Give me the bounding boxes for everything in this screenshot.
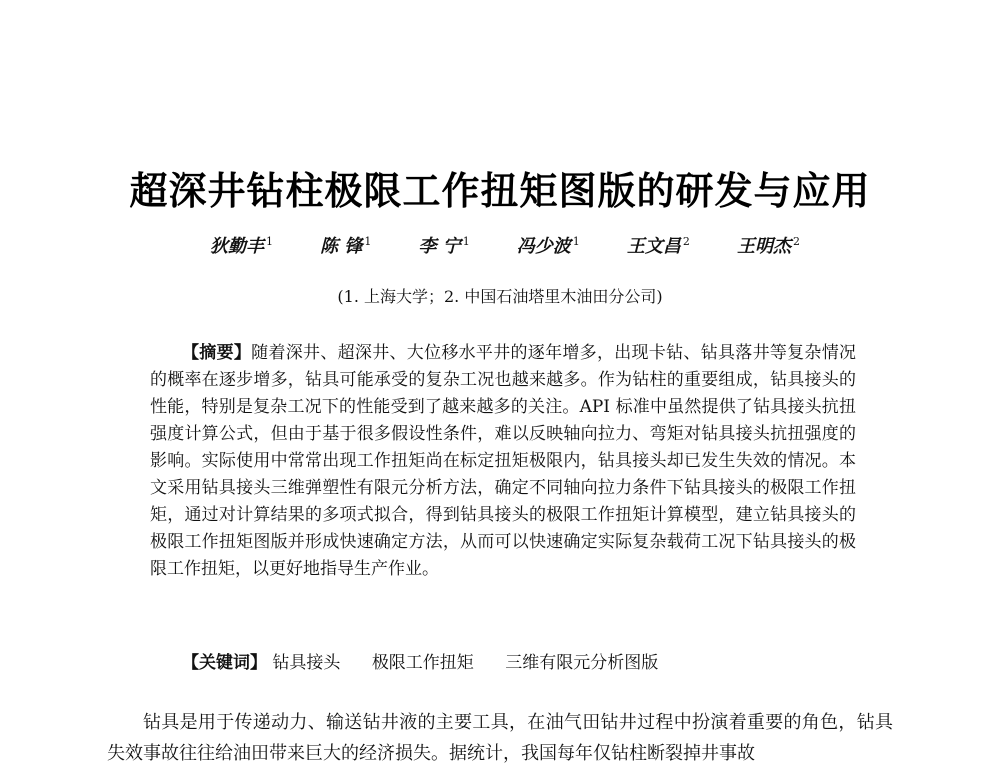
abstract-label: 【摘要】 <box>182 343 252 363</box>
author: 李 宁 $^1$ <box>418 235 470 257</box>
author: 王明杰 $^2$ <box>736 235 800 257</box>
paper-title: 超深井钻柱极限工作扭矩图版的研发与应用 <box>129 169 871 213</box>
body-paragraph: 钻具是用于传递动力、输送钻井液的主要工具，在油气田钻井过程中扮演着重要的角色，钻具失效事故往往给油田带来巨大的经济损失。据统计，我国每年仅钻柱断裂掉井事故 <box>107 712 893 764</box>
keyword: 三维有限元分析图版 <box>505 653 659 673</box>
keywords <box>182 648 684 673</box>
author: 冯少波 $^1$ <box>516 235 580 257</box>
abstract-text: 随着深井、超深井、大位移水平井的逐年增多，出现卡钻、钻具落井等复杂情况的概率在逐步增多，钻具可能承受的复杂工况也越来越多。作为钻柱的重要组成，钻具接头的性能，特别是复杂工况下的性能受到了越来越多的关注。API 标准中虽然提供了钻具接头抗扭强度计算公式，但由于基于很多假设性条件，难以反映轴向拉力、弯矩对钻具接头抗扭强度的影响。实际使用中常常出现工作扭矩尚在标定扭矩极限内，钻具接头却已发生失效的情况。本文采用钻具接头三维弹塑性有限元分析方法，确定不同轴向拉力条件下钻具接头的极限工作扭矩，通过对计算结果的多项式拟合，得到钻具接头的极限工作扭矩计算模型，建立钻具接头的极限工作扭矩图版并形成快速确定方法，从而可以快速确定实际复杂载荷工况下钻具接头的极限工作扭矩，以更好地指导生产作业。 <box>150 343 857 579</box>
author: 狄勤丰 $^1$ <box>210 235 273 257</box>
body-text <box>107 707 893 769</box>
keyword: 钻具接头 <box>272 653 341 673</box>
keyword: 极限工作扭矩 <box>371 653 474 673</box>
author: 王文昌 $^2$ <box>626 235 690 257</box>
author-list <box>210 232 800 258</box>
keywords-label: 【关键词】 <box>182 653 267 673</box>
affiliation: (1. 上海大学；2. 中国石油塔里木油田分公司) <box>337 287 663 306</box>
author: 陈 锋 $^1$ <box>320 235 372 257</box>
abstract <box>150 340 856 583</box>
